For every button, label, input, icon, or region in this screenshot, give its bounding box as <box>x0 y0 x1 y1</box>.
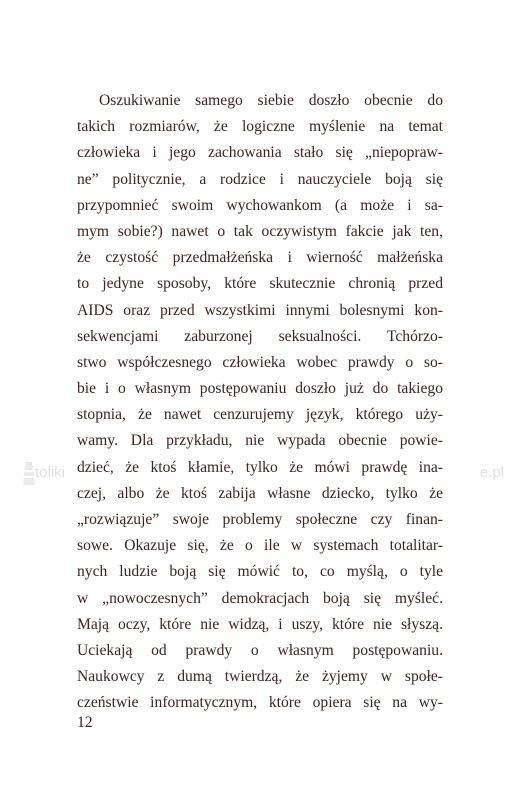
text-line: czej, albo że ktoś zabija własne dziecko, tylko że <box>77 484 443 502</box>
text-line: Uciekają od prawdy o własnym postępowaniu. <box>77 641 443 659</box>
text-line: sowe. Okazuje się, że o ile w systemach totalitar- <box>77 537 443 555</box>
watermark-left-text: toliki <box>35 464 66 481</box>
text-line: Mają oczy, które nie widzą, i uszy, które nie słyszą. <box>77 615 443 633</box>
lighthouse-icon <box>14 458 44 488</box>
body-text <box>77 88 443 717</box>
text-line: ne” politycznie, a rodzice i nauczyciele boją się <box>77 170 443 188</box>
text-line: „rozwiązuje” swoje problemy społeczne czy finan- <box>77 511 443 528</box>
text-line: to jedyne sposoby, które skutecznie chronią przed <box>77 275 443 293</box>
text-line: nych ludzie boją się mówić to, co myślą, o tyle <box>77 563 443 581</box>
text-line: Naukowcy z dumą twierdzą, że żyjemy w społe- <box>77 668 443 686</box>
text-line: że czystość przedmałżeńska i wierność małżeńska <box>77 249 443 267</box>
text-line: przypomnieć swoim wychowankom (a może i sa- <box>77 196 443 214</box>
watermark-right-text: e.pl <box>479 464 504 481</box>
text-line: Oszukiwanie samego siebie doszło obecnie do <box>99 92 443 109</box>
text-line: w „nowoczesnych” demokracjach boją się myśleć. <box>77 589 443 607</box>
text-line: sekwencjami zaburzonej seksualności. Tchórzo- <box>77 327 443 345</box>
text-line: mym sobie?) nawet o tak oczywistym fakcie jak ten, <box>77 222 443 240</box>
text-line: AIDS oraz przed wszystkimi innymi bolesnymi kon- <box>77 301 443 319</box>
text-line: stopnia, że nawet cenzurujemy język, którego uży- <box>77 406 443 424</box>
text-line: wamy. Dla przykładu, nie wypada obecnie powie- <box>77 432 443 450</box>
text-line: czeństwie informatycznym, które opiera się na wy- <box>77 694 443 712</box>
text-line: bie i o własnym postępowaniu doszło już do takiego <box>77 380 443 398</box>
text-line: stwo współczesnego człowieka wobec prawdy o so- <box>77 353 443 371</box>
page-number: 12 <box>77 714 93 731</box>
text-line: takich rozmiarów, że logiczne myślenie na temat <box>77 118 443 136</box>
text-line: dzieć, że ktoś kłamie, tylko że mówi prawdę ina- <box>77 458 443 476</box>
text-line: człowieka i jego zachowania stało się „niepopraw- <box>77 144 443 162</box>
